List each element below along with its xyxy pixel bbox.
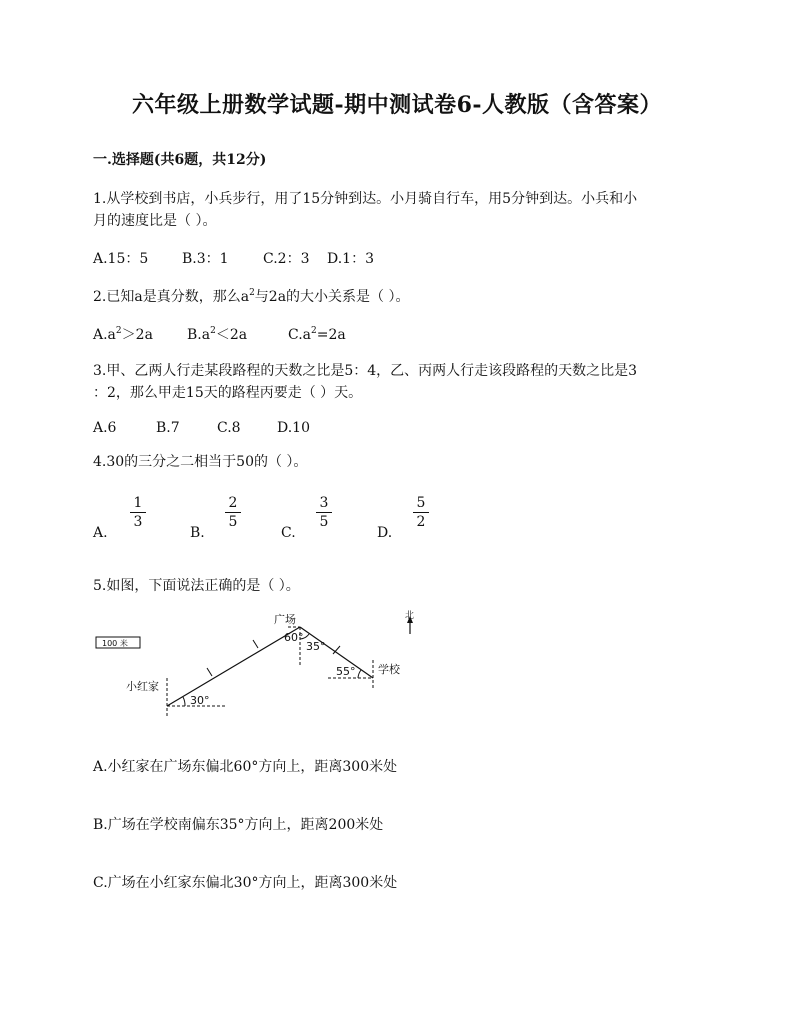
q2-stem-exponent: 2 [249,288,255,298]
q1-option-c: C.2：3 [263,251,310,267]
q1-option-a: A.15：5 [93,251,149,267]
fraction-denominator: 5 [228,514,238,530]
q3-option-b: B.7 [156,420,180,436]
fraction-denominator: 5 [319,514,329,530]
q2-option-a-rest: ＞2a [121,327,153,343]
scale-bar-label: 100 米 [102,639,128,648]
route-tick [253,640,258,648]
q2-option-b [187,325,247,345]
fraction-numerator: 1 [133,495,143,511]
q2-option-c-rest: =2a [316,327,346,343]
q5-stem: 5.如图，下面说法正确的是（ ）。 [93,578,300,594]
q5-option-a: A.小红家在广场东偏北60°方向上，距离300米处 [93,759,398,775]
fraction-bar [130,512,146,513]
q3-stem-line1: 3.甲、乙两人行走某段路程的天数之比是5：4，乙、丙两人行走该段路程的天数之比是3 [93,363,638,379]
q2-stem [93,287,410,307]
angle-label-35: 35° [306,640,326,653]
q5-option-b: B.广场在学校南偏东35°方向上，距离200米处 [93,817,384,833]
q1-stem-line2: 月的速度比是（ ）。 [93,213,217,229]
fraction-numerator: 3 [319,495,329,511]
home-label: 小红家 [126,680,159,693]
angle-arc-30 [183,697,185,706]
q4-option-d-letter: D. [377,525,393,541]
q2-option-b-base: B.a [187,327,211,343]
q1-option-d: D.1：3 [327,251,374,267]
direction-diagram [88,610,438,722]
angle-label-55: 55° [336,665,356,678]
fraction-bar [316,512,332,513]
fraction-bar [413,512,429,513]
q2-option-b-exponent: 2 [210,326,216,336]
fraction-denominator: 3 [133,514,143,530]
q2-option-c-exponent: 2 [311,326,317,336]
q4-option-b-letter: B. [190,525,205,541]
angle-label-60: 60° [284,631,304,644]
q4-option-a-fraction [128,495,148,530]
q2-option-b-rest: ＜2a [215,327,248,343]
north-label: 北 [405,611,415,621]
fraction-numerator: 5 [416,495,426,511]
q4-option-b-fraction [223,495,243,530]
q2-option-c [288,325,346,345]
school-label: 学校 [378,663,400,676]
plaza-label: 广场 [274,613,296,626]
q3-option-c: C.8 [217,420,241,436]
q3-option-a: A.6 [93,420,117,436]
route-home-to-plaza [167,627,300,706]
fraction-denominator: 2 [416,514,426,530]
angle-label-30: 30° [190,694,210,707]
q3-stem-line2: ：2，那么甲走15天的路程丙要走（ ）天。 [93,385,363,401]
q1-option-b: B.3：1 [182,251,229,267]
q5-option-c: C.广场在小红家东偏北30°方向上，距离300米处 [93,875,398,891]
route-tick [207,668,212,676]
fraction-bar [225,512,241,513]
q4-stem: 4.30的三分之二相当于50的（ ）。 [93,454,308,470]
q2-option-a-base: A.a [93,327,116,343]
q2-option-a [93,325,153,345]
q4-option-d-fraction [411,495,431,530]
q2-stem-pre: 2.已知a是真分数，那么a [93,289,250,305]
fraction-numerator: 2 [228,495,238,511]
q4-option-a-letter: A. [93,525,108,541]
q3-option-d: D.10 [277,420,310,436]
q2-option-a-exponent: 2 [115,326,122,336]
q2-stem-post: 与2a的大小关系是（ ）。 [254,289,410,305]
q4-option-c-fraction [314,495,334,530]
q4-option-c-letter: C. [281,525,296,541]
section-heading: 一.选择题(共6题，共12分) [93,152,267,168]
q2-option-c-base: C.a [288,327,312,343]
page-title: 六年级上册数学试题-期中测试卷6-人教版（含答案） [131,92,663,118]
q1-stem-line1: 1.从学校到书店，小兵步行，用了15分钟到达。小月骑自行车，用5分钟到达。小兵和小 [93,191,638,207]
angle-arc-55 [358,670,361,678]
